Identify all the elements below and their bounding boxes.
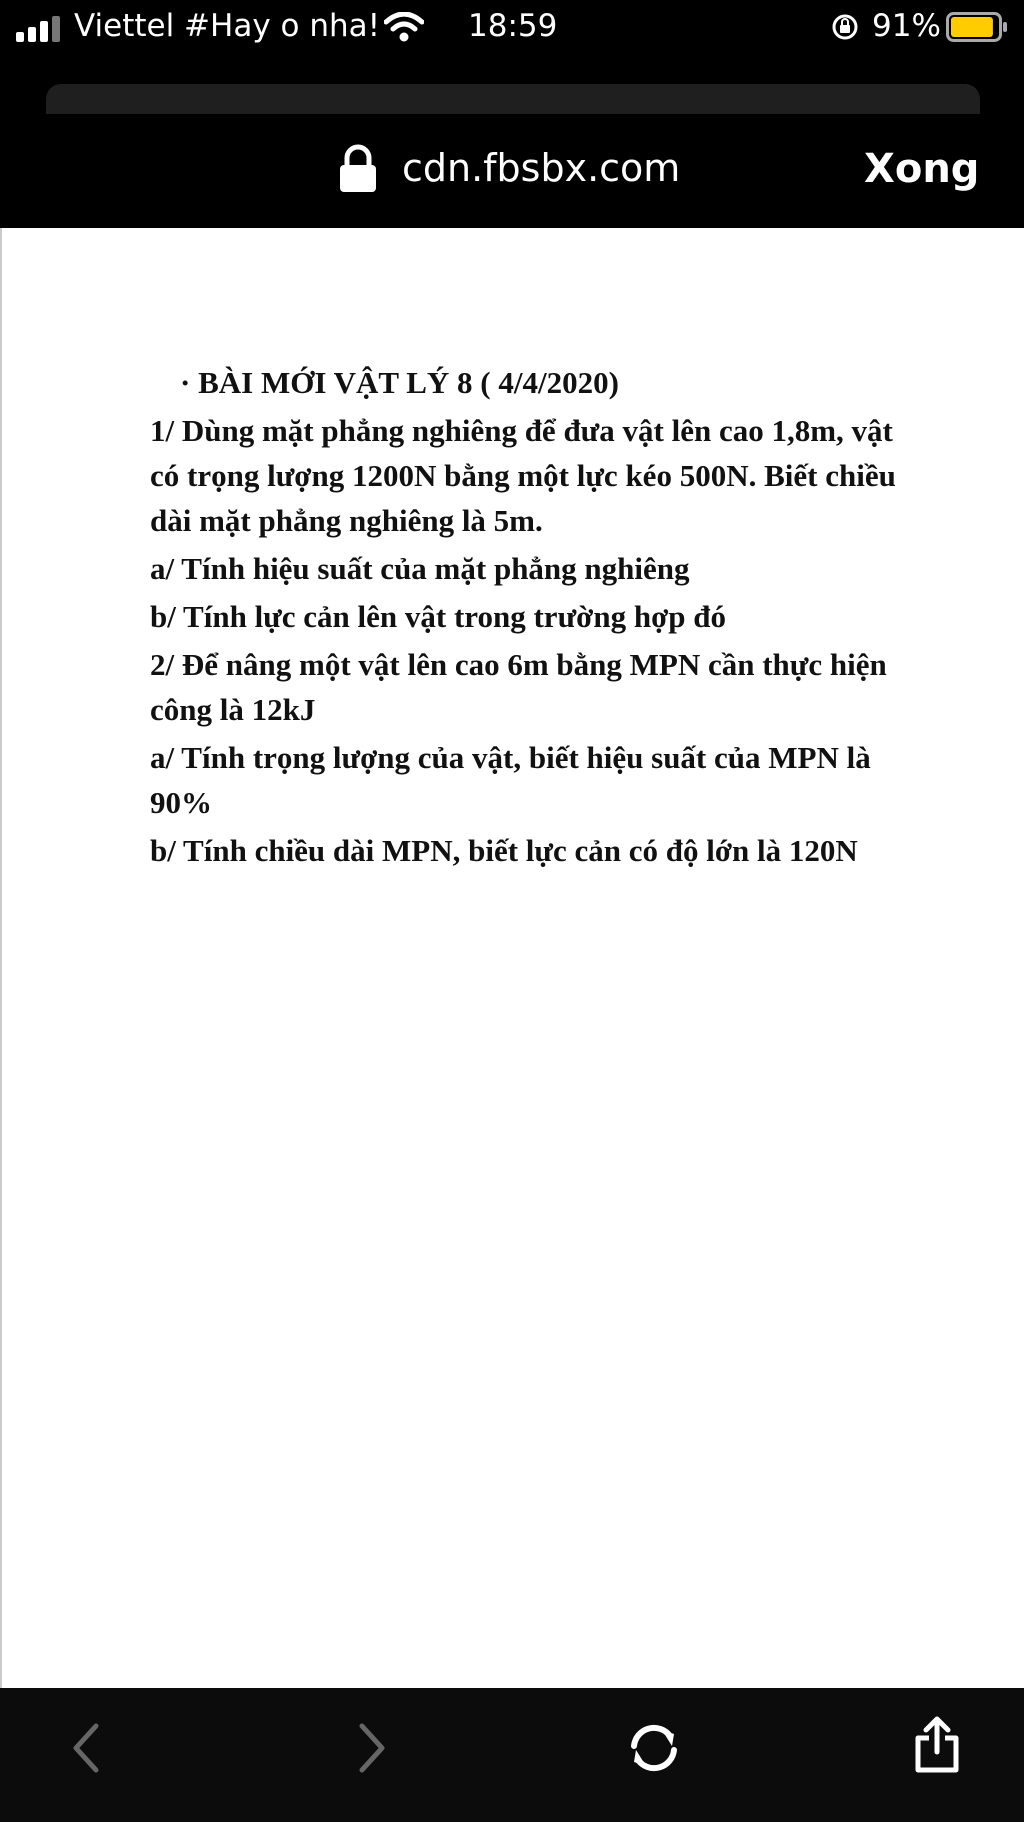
rotation-lock-icon xyxy=(830,12,860,42)
carrier-name: Viettel #Hay o nha! xyxy=(74,8,381,44)
clock: 18:59 xyxy=(468,8,558,44)
paragraph: 2/ Để nâng một vật lên cao 6m bằng MPN cần thực hiện công là 12kJ xyxy=(150,647,887,727)
forward-icon[interactable] xyxy=(352,1720,392,1776)
cellular-signal-icon xyxy=(16,16,64,42)
paragraph: a/ Tính hiệu suất của mặt phẳng nghiêng xyxy=(150,551,690,586)
url-text[interactable]: cdn.fbsbx.com xyxy=(402,146,681,190)
document-viewer[interactable] xyxy=(0,228,1024,1688)
paragraph: 1/ Dùng mặt phẳng nghiêng để đưa vật lên cao 1,8m, vật có trọng lượng 1200N bằng một lực kéo 500N. Biết chiều dài mặt phẳng nghiêng là 5m. xyxy=(150,413,896,538)
lock-icon xyxy=(338,144,378,192)
battery-percentage: 91% xyxy=(872,8,941,44)
tab-strip xyxy=(46,84,980,114)
wifi-icon xyxy=(384,12,424,42)
paragraph: b/ Tính lực cản lên vật trong trường hợp đó xyxy=(150,599,726,634)
address-bar xyxy=(0,56,1024,228)
paragraph: b/ Tính chiều dài MPN, biết lực cản có độ lớn là 120N xyxy=(150,833,858,868)
battery-icon xyxy=(946,12,1008,42)
share-icon[interactable] xyxy=(912,1716,962,1774)
document-title: · BÀI MỚI VẬT LÝ 8 ( 4/4/2020) xyxy=(180,365,619,400)
paragraph: a/ Tính trọng lượng của vật, biết hiệu suất của MPN là 90% xyxy=(150,740,871,820)
back-icon[interactable] xyxy=(66,1720,106,1776)
reload-icon[interactable] xyxy=(626,1720,682,1776)
status-bar xyxy=(0,0,1024,56)
bottom-toolbar xyxy=(0,1688,1024,1822)
done-button[interactable]: Xong xyxy=(864,146,980,192)
document-text xyxy=(150,360,910,876)
